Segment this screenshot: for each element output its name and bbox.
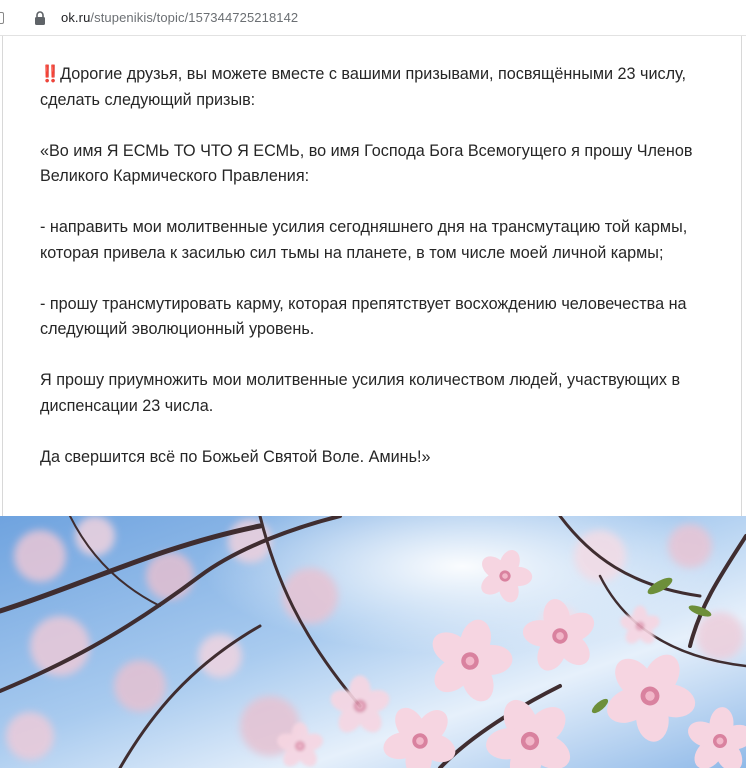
- photo-canvas: [0, 516, 746, 768]
- address-bar[interactable]: [0, 0, 746, 36]
- post-paragraph: - прошу трансмутировать карму, которая препятствует восхождению человечества на следующий эволюционный уровень.: [40, 294, 687, 338]
- content-border-left: [2, 36, 3, 516]
- content-border-right: [741, 36, 742, 516]
- post-paragraph: Я прошу приумножить мои молитвенные усилия количеством людей, участвующих в диспенсации 23 числа.: [40, 371, 681, 415]
- url-text[interactable]: [61, 10, 298, 26]
- url-path: /stupenikis/topic/157344725218142: [90, 10, 299, 25]
- post-paragraph: Да свершится всё по Божьей Святой Воле. Аминь!»: [40, 447, 431, 466]
- post-text: [40, 62, 710, 496]
- url-host: ok.ru: [61, 10, 91, 25]
- post-paragraph: «Во имя Я ЕСМЬ ТО ЧТО Я ЕСМЬ, во имя Господа Бога Всемогущего я прошу Членов Великого Кармического Правления:: [40, 141, 693, 185]
- cherry-blossom-photo[interactable]: [0, 516, 746, 768]
- post-paragraph: ‼️Дорогие друзья, вы можете вместе с вашими призывами, посвящёнными 23 числу, сделать следующий призыв:: [40, 65, 687, 109]
- lock-icon: [34, 11, 46, 25]
- post-paragraph: - направить мои молитвенные усилия сегодняшнего дня на трансмутацию той кармы, которая привела к засилью сил тьмы на планете, в том числе моей личной кармы;: [40, 218, 688, 262]
- double-exclamation-icon: ‼️: [40, 65, 60, 83]
- sidebar-edge-icon: [0, 12, 4, 24]
